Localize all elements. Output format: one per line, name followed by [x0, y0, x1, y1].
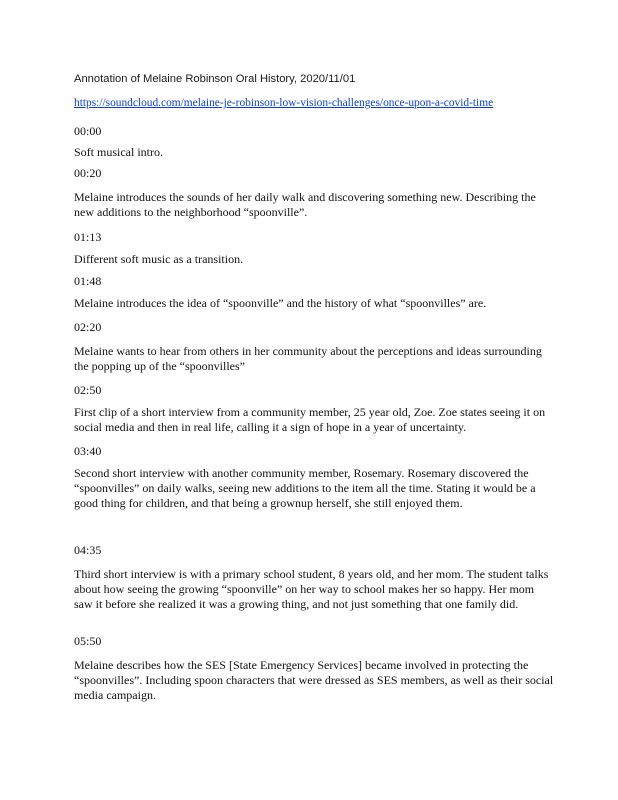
entry-text-0000: Soft musical intro. [74, 145, 163, 159]
timestamp-0250: 02:50 [74, 383, 102, 397]
entry-text-0113: Different soft music as a transition. [74, 252, 244, 266]
timestamp-0340: 03:40 [74, 444, 102, 458]
timestamp-0000: 00:00 [74, 124, 102, 138]
entry-text-0020: Melaine introduces the sounds of her daily walk and discovering something new. Describing the new additions to the neighborhood “spoonville”. [74, 190, 536, 220]
entry-text-0148: Melaine introduces the idea of “spoonville” and the history of what “spoonvilles” are. [74, 296, 487, 310]
entry-text-0220: Melaine wants to hear from others in her community about the perceptions and ideas surrounding the popping up of the “spoonvilles” [74, 344, 542, 374]
entry-text-0550: Melaine describes how the SES [State Emergency Services] became involved in protecting the “spoonvilles”. Including spoon characters that were dressed as SES members, as well as their social media campaign. [74, 658, 554, 703]
entry-text-0250: First clip of a short interview from a community member, 25 year old, Zoe. Zoe states seeing it on social media and then in real life, calling it a sign of hope in a year of uncertainty. [74, 405, 546, 435]
timestamp-0550: 05:50 [74, 634, 102, 648]
soundcloud-link[interactable]: https://soundcloud.com/melaine-je-robinson-low-vision-challenges/once-upon-a-covid-time [74, 97, 494, 109]
timestamp-0148: 01:48 [74, 274, 102, 288]
entry-text-0340: Second short interview with another community member, Rosemary. Rosemary discovered the “spoonvilles” on daily walks, seeing new additions to the item all the time. Stating it would be a good thing for children, and that being a grownup herself, she still enjoyed them. [74, 466, 536, 511]
document-title: Annotation of Melaine Robinson Oral History, 2020/11/01 [74, 73, 356, 85]
entry-text-0435: Third short interview is with a primary school student, 8 years old, and her mom. The student talks about how seeing the growing “spoonville” on her way to school makes her so happy. Her mom saw it before she realized it was a growing thing, and not just something that one family did. [74, 567, 549, 612]
timestamp-0113: 01:13 [74, 230, 102, 244]
timestamp-0220: 02:20 [74, 320, 102, 334]
timestamp-0435: 04:35 [74, 543, 102, 557]
timestamp-0020: 00:20 [74, 166, 102, 180]
